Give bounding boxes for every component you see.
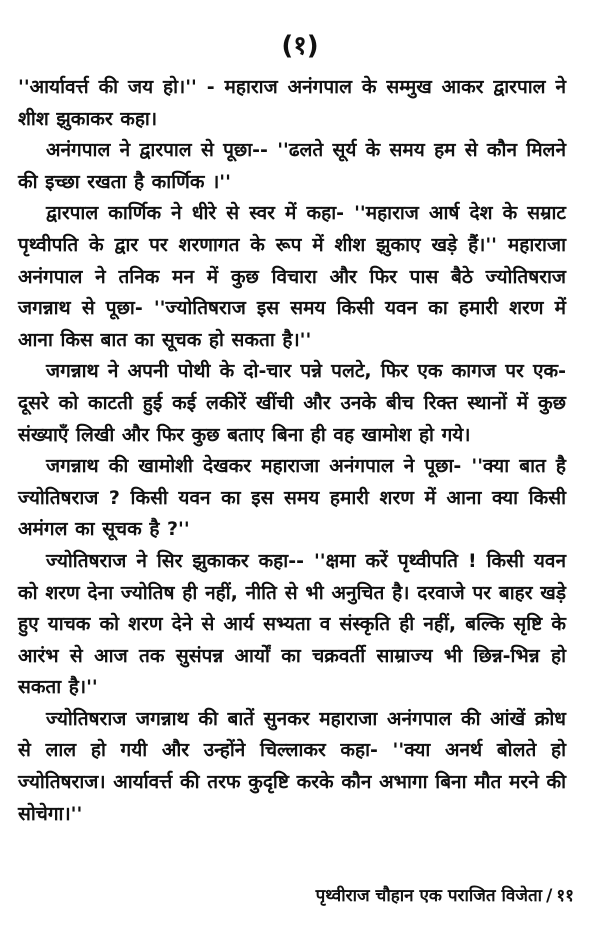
body-text <box>18 72 566 830</box>
paragraph-4: जगन्नाथ ने अपनी पोथी के दो-चार पन्ने पलटे, फिर एक कागज पर एक-दूसरे को काटती हुई कई लकीरें खींची और उनके बीच रिक्त स्थानों में कुछ संख्याएँ लिखी और फिर कुछ बताए बिना ही वह खामोश हो गये। <box>18 360 566 446</box>
paragraph-3: द्वारपाल कार्णिक ने धीरे से स्वर में कहा- ''महाराज आर्ष देश के सम्राट पृथ्वीपति के द्वार पर शरणागत के रूप में शीश झुकाए खड़े हैं।'' महाराजा अनंगपाल ने तनिक मन में कुछ विचारा और फिर पास बैठे ज्योतिषराज जगन्नाथ से पूछा- ''ज्योतिषराज इस समय किसी यवन का हमारी शरण में आना किस बात का सूचक हो सकता है।'' <box>18 202 566 351</box>
footer-book-title: पृथ्वीराज चौहान एक पराजित विजेता <box>315 886 543 906</box>
paragraph-7: ज्योतिषराज जगन्नाथ की बातें सुनकर महाराजा अनंगपाल की आंखें क्रोध से लाल हो गयी और उन्होंने चिल्लाकर कहा- ''क्या अनर्थ बोलते हो ज्योतिषराज। आर्यावर्त्त की तरफ कुदृष्टि करके कौन अभागा बिना मौत मरने की सोचेगा।'' <box>18 707 566 825</box>
chapter-number: (१) <box>281 31 319 61</box>
page-footer <box>316 884 574 908</box>
paragraph-1: ''आर्यावर्त्त की जय हो।'' - महाराज अनंगपाल के सम्मुख आकर द्वारपाल ने शीश झुकाकर कहा। <box>18 76 566 130</box>
paragraph-5: जगन्नाथ की खामोशी देखकर महाराजा अनंगपाल ने पूछा- ''क्या बात है ज्योतिषराज ? किसी यवन का इस समय हमारी शरण में आना क्या किसी अमंगल का सूचक है ?'' <box>18 455 566 541</box>
paragraph-6: ज्योतिषराज ने सिर झुकाकर कहा-- ''क्षमा करें पृथ्वीपति ! किसी यवन को शरण देना ज्योतिष ही नहीं, नीति से भी अनुचित है। दरवाजे पर बाहर खड़े हुए याचक को शरण देने से आर्य सभ्यता व संस्कृति ही नहीं, बल्कि सृष्टि के आरंभ से आज तक सुसंपन्न आर्यों का चक्रवर्ती साम्राज्य भी छिन्न-भिन्न हो सकता है।'' <box>18 549 566 699</box>
footer-page-number: ११ <box>556 886 574 906</box>
footer-separator: / <box>546 886 553 906</box>
paragraph-2: अनंगपाल ने द्वारपाल से पूछा-- ''ढलते सूर्य के समय हम से कौन मिलने की इच्छा रखता है कार्णिक ।'' <box>18 139 566 193</box>
